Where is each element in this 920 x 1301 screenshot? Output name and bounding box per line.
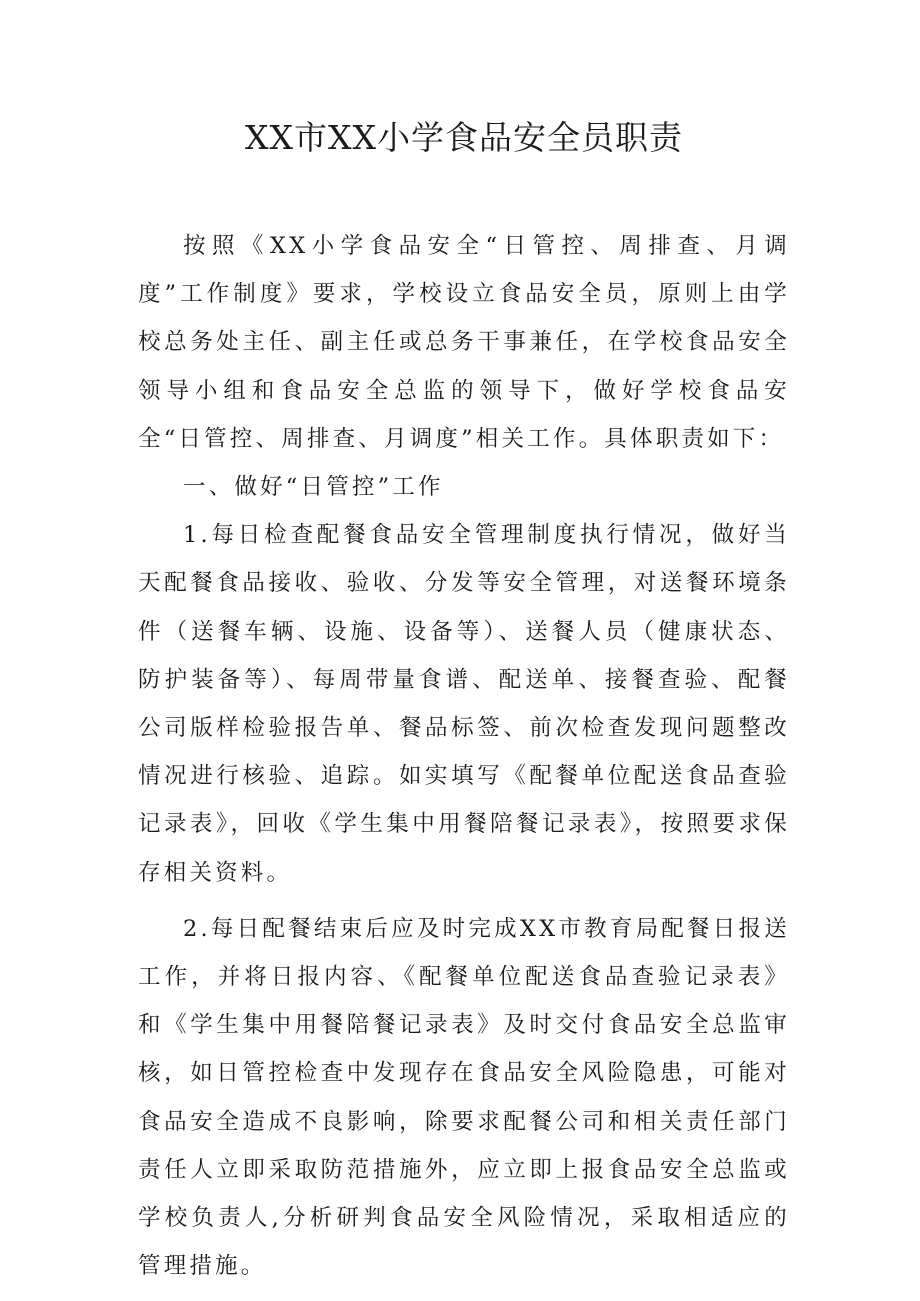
intro-paragraph: 按照《XX小学食品安全“日管控、周排查、月调度”工作制度》要求，学校设立食品安全员，原则上由学校总务处主任、副主任或总务干事兼任，在学校食品安全领导小组和食品安全总监的领导下，做好学校食品安全“日管控、周排查、月调度”相关工作。具体职责如下： [138, 233, 790, 452]
item-1-paragraph: 1.每日检查配餐食品安全管理制度执行情况，做好当天配餐食品接收、验收、分发等安全管理，对送餐环境条件（送餐车辆、设施、设备等）、送餐人员（健康状态、防护装备等）、每周带量食谱、配送单、接餐查验、配餐公司版样检验报告单、餐品标签、前次检查发现问题整改情况进行核验、追踪。如实填写《配餐单位配送食品查验记录表》，回收《学生集中用餐陪餐记录表》，按照要求保存相关资料。 [138, 522, 790, 886]
item-2-paragraph: 2.每日配餐结束后应及时完成XX市教育局配餐日报送工作，并将日报内容、《配餐单位配送食品查验记录表》和《学生集中用餐陪餐记录表》及时交付食品安全总监审核，如日管控检查中发现存在食品安全风险隐患，可能对食品安全造成不良影响，除要求配餐公司和相关责任部门责任人立即采取防范措施外，应立即上报食品安全总监或学校负责人,分析研判食品安全风险情况，采取相适应的管理措施。 [138, 915, 790, 1280]
section-heading-daily-control: 一、做好“日管控”工作 [183, 474, 444, 501]
document-title: XX市XX小学食品安全员职责 [245, 118, 683, 157]
